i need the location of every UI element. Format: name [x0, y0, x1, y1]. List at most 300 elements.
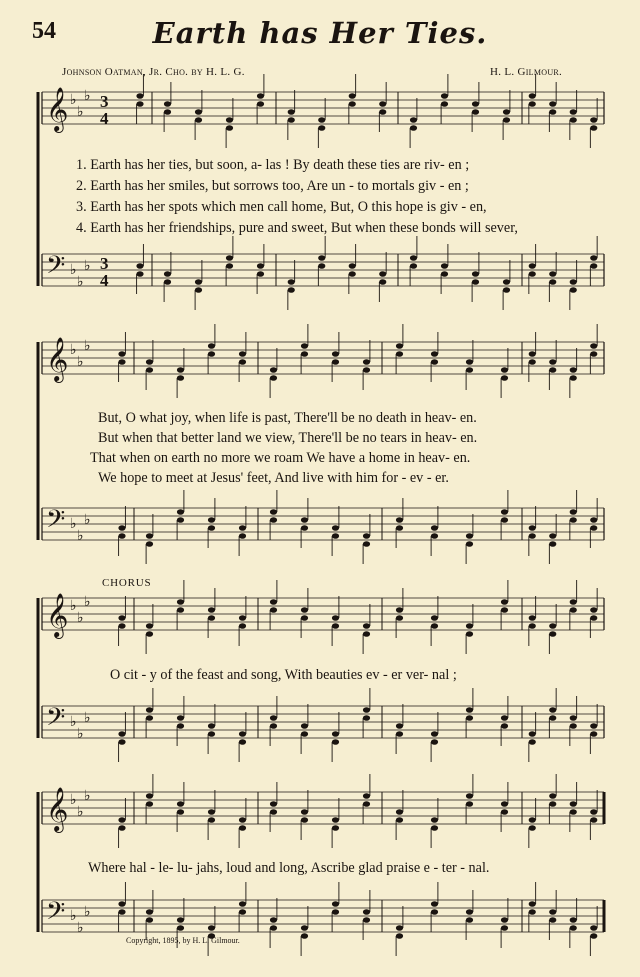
note-head [472, 271, 479, 277]
note-head [441, 101, 448, 107]
note-head [177, 723, 184, 729]
note-head [549, 793, 556, 799]
note-head [208, 517, 215, 523]
note-head [529, 909, 536, 915]
note-head [410, 255, 417, 261]
note-head [332, 909, 339, 915]
note-head [590, 117, 597, 123]
note-head [396, 351, 403, 357]
treble-clef: 𝄞 [46, 787, 69, 831]
note-head [208, 607, 215, 613]
note-head [570, 809, 577, 815]
note-head [570, 517, 577, 523]
note-head [208, 351, 215, 357]
note-head [208, 809, 215, 815]
note-head [177, 801, 184, 807]
note-head [549, 271, 556, 277]
note-head [396, 525, 403, 531]
note-head [396, 343, 403, 349]
note-head [503, 279, 510, 285]
composer-credit: H. L. Gilmour. [490, 66, 563, 78]
flat-sign: ♭ [84, 259, 91, 274]
note-head [164, 271, 171, 277]
note-head [501, 917, 508, 923]
note-head [288, 117, 295, 123]
note-head [146, 631, 153, 637]
note-head [257, 93, 264, 99]
note-head [177, 607, 184, 613]
note-head [164, 279, 171, 285]
note-head [332, 739, 339, 745]
note-head [239, 351, 246, 357]
note-head [529, 263, 536, 269]
note-head [349, 93, 356, 99]
note-head [332, 901, 339, 907]
note-head [570, 367, 577, 373]
note-head [195, 279, 202, 285]
note-head [590, 723, 597, 729]
note-head [472, 109, 479, 115]
chorus-line-2: Where hal - le- lu- jahs, loud and long, Ascribe glad praise e - ter - nal. [88, 860, 490, 876]
note-head [529, 359, 536, 365]
note-head [177, 509, 184, 515]
note-head [270, 517, 277, 523]
note-head [529, 93, 536, 99]
note-head [332, 615, 339, 621]
note-head [501, 925, 508, 931]
note-head [270, 809, 277, 815]
note-head [118, 533, 125, 539]
note-head [570, 925, 577, 931]
chorus-label: CHORUS [102, 577, 152, 589]
note-head [466, 533, 473, 539]
note-head [570, 117, 577, 123]
flat-sign: ♭ [77, 805, 84, 820]
note-head [363, 359, 370, 365]
note-head [257, 263, 264, 269]
note-head [503, 109, 510, 115]
note-head [396, 933, 403, 939]
note-head [570, 599, 577, 605]
note-head [590, 263, 597, 269]
note-head [590, 125, 597, 131]
note-head [270, 715, 277, 721]
note-head [146, 801, 153, 807]
note-head [270, 723, 277, 729]
note-head [410, 263, 417, 269]
note-head [118, 351, 125, 357]
note-head [549, 623, 556, 629]
note-head [146, 917, 153, 923]
note-head [441, 93, 448, 99]
flat-sign: ♭ [84, 339, 91, 354]
note-head [318, 117, 325, 123]
flat-sign: ♭ [84, 89, 91, 104]
note-head [270, 917, 277, 923]
note-head [208, 731, 215, 737]
note-head [363, 533, 370, 539]
note-head [466, 793, 473, 799]
note-head [501, 509, 508, 515]
note-head [379, 271, 386, 277]
note-head [570, 715, 577, 721]
note-head [239, 739, 246, 745]
note-head [270, 599, 277, 605]
note-head [136, 263, 143, 269]
note-head [301, 933, 308, 939]
note-head [570, 509, 577, 515]
note-head [363, 367, 370, 373]
note-head [332, 533, 339, 539]
note-head [288, 109, 295, 115]
flat-sign: ♭ [84, 595, 91, 610]
note-head [501, 367, 508, 373]
bass-clef: 𝄢 [46, 505, 66, 540]
note-head [270, 367, 277, 373]
note-head [396, 809, 403, 815]
note-head [529, 271, 536, 277]
note-head [301, 809, 308, 815]
note-head [431, 731, 438, 737]
page-number: 54 [32, 18, 56, 44]
note-head [118, 359, 125, 365]
flat-sign: ♭ [77, 105, 84, 120]
note-head [332, 731, 339, 737]
bass-clef: 𝄢 [46, 703, 66, 738]
note-head [570, 109, 577, 115]
note-head [195, 117, 202, 123]
note-head [590, 933, 597, 939]
note-head [349, 101, 356, 107]
note-head [379, 279, 386, 285]
time-signature-top: 3 [100, 92, 109, 111]
note-head [301, 525, 308, 531]
flat-sign: ♭ [77, 611, 84, 626]
note-head [472, 279, 479, 285]
note-head [529, 817, 536, 823]
note-head [431, 351, 438, 357]
note-head [570, 287, 577, 293]
note-head [318, 263, 325, 269]
note-head [208, 343, 215, 349]
note-head [208, 925, 215, 931]
note-head [208, 817, 215, 823]
hymn-title: Earth has Her Ties. [152, 16, 488, 50]
note-head [590, 731, 597, 737]
note-head [529, 739, 536, 745]
note-head [118, 615, 125, 621]
note-head [570, 607, 577, 613]
note-head [570, 917, 577, 923]
note-head [239, 817, 246, 823]
note-head [136, 271, 143, 277]
note-head [270, 607, 277, 613]
note-head [363, 541, 370, 547]
note-head [431, 901, 438, 907]
note-head [136, 101, 143, 107]
note-head [466, 359, 473, 365]
note-head [332, 359, 339, 365]
note-head [301, 607, 308, 613]
note-head [529, 525, 536, 531]
note-head [146, 623, 153, 629]
time-signature-bottom: 4 [100, 271, 109, 290]
note-head [441, 271, 448, 277]
note-head [164, 109, 171, 115]
note-head [363, 793, 370, 799]
note-head [226, 117, 233, 123]
note-head [590, 517, 597, 523]
note-head [501, 599, 508, 605]
note-head [146, 367, 153, 373]
note-head [379, 101, 386, 107]
note-head [529, 731, 536, 737]
flat-sign: ♭ [77, 529, 84, 544]
flat-sign: ♭ [70, 715, 77, 730]
note-head [396, 607, 403, 613]
note-head [146, 793, 153, 799]
note-head [177, 715, 184, 721]
note-head [226, 125, 233, 131]
bass-clef: 𝄢 [46, 897, 66, 932]
note-head [270, 509, 277, 515]
note-head [239, 533, 246, 539]
note-head [363, 631, 370, 637]
bass-clef: 𝄢 [46, 251, 66, 286]
note-head [239, 909, 246, 915]
note-head [118, 623, 125, 629]
note-head [118, 909, 125, 915]
note-head [590, 615, 597, 621]
note-head [226, 263, 233, 269]
note-head [396, 615, 403, 621]
note-head [396, 517, 403, 523]
verse-line-3: 3. Earth has her spots which men call home, But, O this hope is giv - en, [76, 199, 487, 215]
treble-clef: 𝄞 [46, 87, 69, 131]
note-head [590, 255, 597, 261]
note-head [239, 359, 246, 365]
note-head [118, 525, 125, 531]
note-head [332, 351, 339, 357]
note-head [318, 255, 325, 261]
note-head [549, 109, 556, 115]
copyright-notice: Copyright, 1895, by H. L. Gilmour. [126, 936, 240, 945]
note-head [349, 271, 356, 277]
note-head [431, 817, 438, 823]
note-head [332, 525, 339, 531]
note-head [431, 533, 438, 539]
note-head [466, 715, 473, 721]
note-head [118, 739, 125, 745]
note-head [466, 909, 473, 915]
note-head [570, 723, 577, 729]
note-head [501, 607, 508, 613]
note-head [301, 731, 308, 737]
verse-line-4-cont: We hope to meet at Jesus' feet, And live with him for - ev - er. [98, 470, 449, 486]
flat-sign: ♭ [77, 275, 84, 290]
note-head [396, 723, 403, 729]
note-head [410, 125, 417, 131]
time-signature-bottom: 4 [100, 109, 109, 128]
note-head [146, 533, 153, 539]
flat-sign: ♭ [70, 93, 77, 108]
note-head [590, 817, 597, 823]
note-head [270, 375, 277, 381]
verse-line-4: 4. Earth has her friendships, pure and sweet, But when these bonds will sever, [76, 220, 518, 236]
note-head [431, 525, 438, 531]
note-head [301, 615, 308, 621]
lyricist-credit: Johnson Oatman, Jr. Cho. by H. L. G. [62, 66, 245, 78]
note-head [363, 801, 370, 807]
note-head [590, 343, 597, 349]
note-head [195, 109, 202, 115]
note-head [177, 599, 184, 605]
note-head [466, 367, 473, 373]
flat-sign: ♭ [70, 793, 77, 808]
note-head [501, 517, 508, 523]
note-head [301, 343, 308, 349]
flat-sign: ♭ [84, 513, 91, 528]
note-head [503, 117, 510, 123]
note-head [288, 279, 295, 285]
verse-line-3-cont: That when on earth no more we roam We have a home in heav- en. [90, 450, 471, 466]
note-head [466, 541, 473, 547]
note-head [472, 101, 479, 107]
note-head [301, 817, 308, 823]
note-head [164, 101, 171, 107]
note-head [146, 715, 153, 721]
note-head [549, 707, 556, 713]
note-head [431, 739, 438, 745]
verse-line-2: 2. Earth has her smiles, but sorrows too, Are un - to mortals giv - en ; [76, 178, 469, 194]
note-head [590, 607, 597, 613]
note-head [239, 731, 246, 737]
flat-sign: ♭ [70, 909, 77, 924]
note-head [332, 825, 339, 831]
note-head [301, 925, 308, 931]
note-head [239, 825, 246, 831]
note-head [146, 359, 153, 365]
note-head [501, 809, 508, 815]
note-head [501, 715, 508, 721]
treble-clef: 𝄞 [46, 337, 69, 381]
note-head [146, 541, 153, 547]
flat-sign: ♭ [70, 263, 77, 278]
note-head [466, 917, 473, 923]
note-head [466, 707, 473, 713]
flat-sign: ♭ [84, 905, 91, 920]
note-head [549, 541, 556, 547]
flat-sign: ♭ [84, 789, 91, 804]
note-head [590, 809, 597, 815]
note-head [208, 525, 215, 531]
note-head [208, 615, 215, 621]
note-head [257, 101, 264, 107]
note-head [396, 817, 403, 823]
flat-sign: ♭ [70, 517, 77, 532]
note-head [501, 723, 508, 729]
note-head [301, 723, 308, 729]
note-head [177, 375, 184, 381]
flat-sign: ♭ [70, 599, 77, 614]
note-head [363, 623, 370, 629]
note-head [363, 917, 370, 923]
note-head [503, 287, 510, 293]
note-head [431, 909, 438, 915]
note-head [441, 263, 448, 269]
note-head [318, 125, 325, 131]
note-head [239, 615, 246, 621]
verse-line-1: 1. Earth has her ties, but soon, a- las ! By death these ties are riv- en ; [76, 157, 470, 173]
note-head [146, 909, 153, 915]
note-head [549, 917, 556, 923]
note-head [529, 901, 536, 907]
note-head [239, 623, 246, 629]
note-head [570, 279, 577, 285]
note-head [270, 925, 277, 931]
verse-line-2-cont: But when that better land we view, There'll be no tears in heav- en. [98, 430, 478, 446]
note-head [396, 925, 403, 931]
note-head [431, 359, 438, 365]
note-head [177, 925, 184, 931]
note-head [549, 279, 556, 285]
chorus-line-1: O cit - y of the feast and song, With beauties ev - er ver- nal ; [110, 667, 457, 683]
flat-sign: ♭ [77, 921, 84, 936]
note-head [410, 117, 417, 123]
note-head [195, 287, 202, 293]
note-head [466, 631, 473, 637]
note-head [270, 801, 277, 807]
note-head [590, 925, 597, 931]
note-head [363, 707, 370, 713]
note-head [379, 109, 386, 115]
note-head [177, 517, 184, 523]
note-head [146, 707, 153, 713]
note-head [549, 359, 556, 365]
note-head [332, 817, 339, 823]
note-head [529, 101, 536, 107]
note-head [529, 623, 536, 629]
time-signature-top: 3 [100, 254, 109, 273]
treble-clef: 𝄞 [46, 593, 69, 637]
note-head [549, 909, 556, 915]
note-head [288, 287, 295, 293]
note-head [118, 901, 125, 907]
flat-sign: ♭ [77, 727, 84, 742]
note-head [570, 801, 577, 807]
note-head [466, 623, 473, 629]
note-head [177, 367, 184, 373]
note-head [529, 533, 536, 539]
note-head [239, 525, 246, 531]
note-head [549, 101, 556, 107]
note-head [549, 801, 556, 807]
note-head [136, 93, 143, 99]
note-head [501, 375, 508, 381]
note-head [549, 631, 556, 637]
note-head [529, 351, 536, 357]
note-head [529, 615, 536, 621]
note-head [118, 817, 125, 823]
flat-sign: ♭ [70, 343, 77, 358]
note-head [529, 825, 536, 831]
note-head [590, 525, 597, 531]
verse-line-1-cont: But, O what joy, when life is past, There'll be no death in heav- en. [98, 410, 477, 426]
note-head [177, 917, 184, 923]
note-head [118, 825, 125, 831]
note-head [549, 715, 556, 721]
note-head [363, 715, 370, 721]
